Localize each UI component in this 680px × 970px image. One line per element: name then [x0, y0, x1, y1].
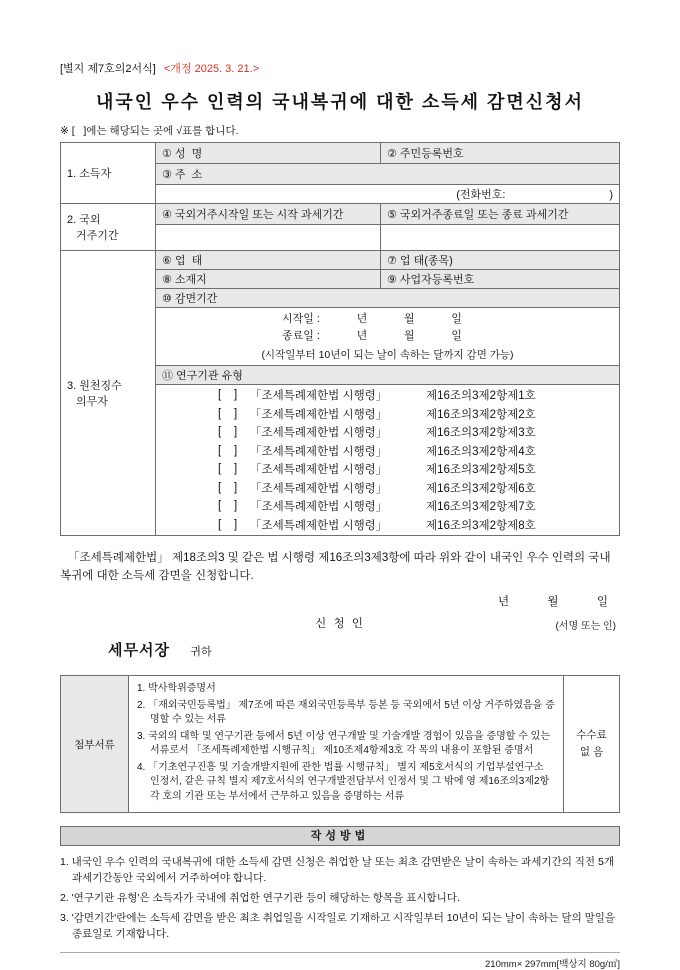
phone-label: (전화번호: ) — [456, 189, 613, 201]
business-item-label: ⑦ 업 태(종목) — [387, 255, 453, 267]
section-withholding-label — [61, 251, 156, 536]
tax-office-head: 세무서장 — [108, 642, 170, 659]
reduction-period-label-cell — [156, 289, 620, 308]
option-checkbox-5[interactable]: [ ] — [218, 463, 238, 476]
org-option-row — [162, 386, 613, 405]
form-meta — [60, 60, 620, 76]
page-title: 내국인 우수 인력의 국내복귀에 대한 소득세 감면신청서 — [96, 92, 584, 112]
option-checkbox-2[interactable]: [ ] — [218, 407, 238, 420]
instructions-items — [60, 854, 620, 942]
period-start-line: 시작일 : 년 월 일 — [282, 313, 462, 325]
instructions-header — [60, 826, 620, 846]
tax-office-row — [60, 639, 620, 660]
org-option-row — [162, 460, 613, 479]
location-label-cell — [156, 270, 381, 289]
attachments-label-cell — [61, 676, 129, 813]
option-law-8: 「조세특례제한법 시행령」 — [250, 519, 388, 532]
option-law-2: 「조세특례제한법 시행령」 — [250, 408, 388, 421]
business-item-label-cell — [381, 251, 620, 270]
overseas-start-label: ④ 국외거주시작일 또는 시작 과세기간 — [162, 209, 344, 221]
option-law-7: 「조세특례제한법 시행령」 — [250, 501, 388, 514]
option-clause-8: 제16조의3제2항제8호 — [426, 519, 536, 532]
option-checkbox-1[interactable]: [ ] — [218, 389, 238, 402]
org-option-row — [162, 516, 613, 535]
option-checkbox-7[interactable]: [ ] — [218, 500, 238, 513]
option-clause-7: 제16조의3제2항제7호 — [426, 501, 536, 514]
fee-label-line2: 없 음 — [579, 746, 604, 758]
option-checkbox-8[interactable]: [ ] — [218, 518, 238, 531]
overseas-end-label-cell — [381, 204, 620, 225]
org-option-row — [162, 405, 613, 424]
paper-spec — [60, 952, 620, 970]
period-end-line: 종료일 : 년 월 일 — [282, 330, 462, 342]
attachment-item-4: 4. 「기초연구진흥 및 기술개발지원에 관한 법률 시행규칙」 별지 제5호서식의 기업부설연구소 인정서, 같은 규칙 별지 제7호서식의 연구개발전담부서 인정서 및 그 밖에 영 제16조의3제2항 각 호의 기관 또는 부서에서 근무하고 있음을 증명하는 서류 — [137, 761, 550, 802]
rrn-label: ② 주민등록번호 — [387, 148, 464, 160]
option-clause-5: 제16조의3제2항제5호 — [426, 464, 536, 477]
location-label: ⑧ 소재지 — [162, 274, 207, 286]
section-withholding-text-1: 3. 원천징수 — [67, 380, 122, 392]
option-clause-2: 제16조의3제2항제2호 — [426, 408, 536, 421]
option-clause-6: 제16조의3제2항제6호 — [426, 482, 536, 495]
section-withholding-text-2: 의무자 — [76, 396, 108, 408]
name-label: ① 성 명 — [162, 148, 203, 160]
org-type-label-cell — [156, 366, 620, 385]
form-number: [별지 제7호의2서식] — [60, 63, 156, 75]
org-type-label: ⑪ 연구기관 유형 — [162, 370, 243, 382]
overseas-start-input-area[interactable] — [156, 225, 381, 251]
period-note: (시작일부터 10년이 되는 날이 속하는 달까지 감면 가능) — [261, 349, 514, 361]
declaration-date-line: 년 월 일 — [497, 596, 608, 608]
business-type-label: ⑥ 업 태 — [162, 255, 203, 267]
option-clause-3: 제16조의3제2항제3호 — [426, 427, 536, 440]
section-income-label — [61, 143, 156, 204]
option-clause-4: 제16조의3제2항제4호 — [426, 445, 536, 458]
address-label-cell — [156, 164, 620, 185]
option-law-4: 「조세특례제한법 시행령」 — [250, 445, 388, 458]
fee-cell — [564, 676, 620, 813]
address-label: ③ 주 소 — [162, 169, 203, 181]
signature-note: (서명 또는 인) — [555, 621, 616, 632]
brn-label: ⑨ 사업자등록번호 — [387, 274, 475, 286]
option-checkbox-4[interactable]: [ ] — [218, 444, 238, 457]
instruction-item-1: 1. 내국인 우수 인력의 국내복귀에 대한 소득세 감면 신청은 취업한 날 또는 최초 감면받은 날이 속하는 과세기간의 직전 5개 과세기간동안 국외에서 거주하여야 합니다. — [60, 856, 614, 884]
option-clause-1: 제16조의3제2항제1호 — [426, 390, 536, 403]
name-label-cell — [156, 143, 381, 164]
option-law-3: 「조세특례제한법 시행령」 — [250, 427, 388, 440]
applicant-label: 신 청 인 — [315, 618, 365, 630]
applicant-row — [60, 615, 620, 632]
option-law-5: 「조세특례제한법 시행령」 — [250, 464, 388, 477]
attachments-table — [60, 675, 620, 813]
attachments-items-cell — [129, 676, 564, 813]
org-option-row — [162, 479, 613, 498]
org-option-row — [162, 423, 613, 442]
business-type-label-cell — [156, 251, 381, 270]
section-overseas-text-1: 2. 국외 — [67, 214, 101, 226]
instructions-title: 작성방법 — [310, 830, 370, 842]
attachment-item-1: 1. 박사학위증명서 — [137, 683, 216, 694]
check-note: ※ [ ]에는 해당되는 곳에 √표를 합니다. — [60, 125, 239, 137]
org-options-cell — [156, 385, 620, 536]
instruction-item-2: 2. '연구기관 유형'은 소득자가 국내에 취업한 연구기관 등이 해당하는 항목을 표시합니다. — [60, 892, 460, 904]
revision-date: <개정 2025. 3. 21.> — [163, 63, 260, 75]
overseas-end-input-area[interactable] — [381, 225, 620, 251]
main-form-table — [60, 142, 620, 536]
overseas-start-label-cell — [156, 204, 381, 225]
paper-spec-text: 210mm× 297mm[백상지 80g/㎡] — [485, 959, 620, 970]
reduction-period-input-cell[interactable] — [156, 308, 620, 366]
section-overseas-text-2: 거주기간 — [76, 230, 119, 242]
org-option-row — [162, 497, 613, 516]
reduction-period-label: ⑩ 감면기간 — [162, 293, 218, 305]
attachment-item-2: 2. 「재외국민등록법」 제7조에 따른 재외국민등록부 등본 등 국외에서 5년 이상 거주하였음을 증명할 수 있는 서류 — [137, 699, 555, 725]
declaration-body: 「조세특례제한법」 제18조의3 및 같은 법 시행령 제16조의3제3항에 따라 위와 같이 내국인 우수 인력의 국내복귀에 대한 소득세 감면을 신청합니다. — [60, 552, 611, 582]
tax-office-suffix: 귀하 — [190, 646, 212, 658]
phone-input-cell[interactable] — [156, 185, 620, 204]
org-option-row — [162, 442, 613, 461]
rrn-label-cell — [381, 143, 620, 164]
section-overseas-label — [61, 204, 156, 251]
brn-label-cell — [381, 270, 620, 289]
option-law-1: 「조세특례제한법 시행령」 — [250, 390, 388, 403]
option-law-6: 「조세특례제한법 시행령」 — [250, 482, 388, 495]
fee-label-line1: 수수료 — [576, 729, 607, 741]
option-checkbox-3[interactable]: [ ] — [218, 426, 238, 439]
section-income-text: 1. 소득자 — [67, 168, 112, 180]
attachments-label: 첨부서류 — [74, 738, 115, 751]
overseas-end-label: ⑤ 국외거주종료일 또는 종료 과세기간 — [387, 209, 569, 221]
instruction-item-3: 3. '감면기간'란에는 소득세 감면을 받은 최초 취업일을 시작일로 기재하고 시작일부터 10년이 되는 날이 속하는 달의 말일을 종료일로 기재합니다. — [60, 912, 616, 940]
option-checkbox-6[interactable]: [ ] — [218, 481, 238, 494]
attachment-item-3: 3. 국외의 대학 및 연구기관 등에서 5년 이상 연구개발 및 기술개발 경험이 있음을 증명할 수 있는 서류로서 「조세특례제한법 시행규칙」 제10조제4항제3호 각 목의 내용이 포함된 증명서 — [137, 730, 550, 756]
